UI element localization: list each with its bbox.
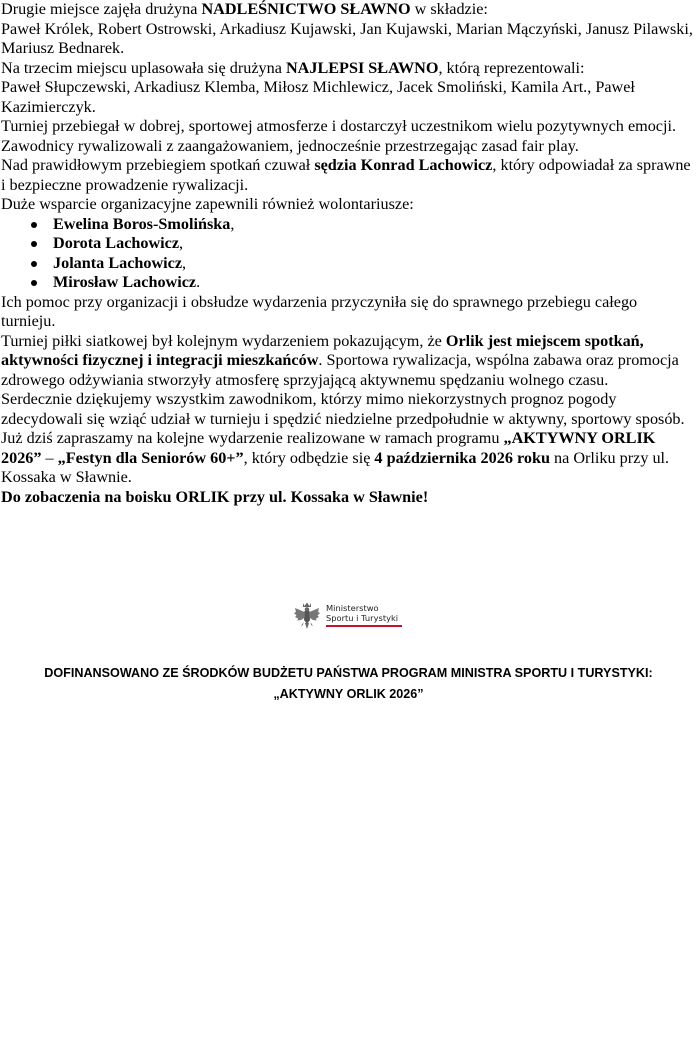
list-item: Dorota Lachowicz,: [53, 234, 693, 254]
polish-eagle-emblem-icon: [292, 600, 322, 632]
article-body: [1, 0, 693, 507]
second-place-members: Paweł Królek, Robert Ostrowski, Arkadiusz Kujawski, Jan Kujawski, Marian Mączyński, Janusz Pilawski, Mariusz Bednarek.: [1, 19, 693, 57]
event-highlight: Orlik jest miejscem spotkań, aktywności fizycznej i integracji mieszkańców: [1, 331, 644, 369]
help-paragraph: Ich pomoc przy organizacji i obsłudze wydarzenia przyczyniła się do sprawnego przebiegu całego turnieju.: [1, 292, 638, 330]
referee-name: sędzia Konrad Lachowicz: [314, 156, 493, 174]
list-item: Jolanta Lachowicz,: [53, 254, 693, 274]
list-item: Mirosław Lachowicz.: [53, 273, 693, 293]
volunteers-intro: Duże wsparcie organizacyjne zapewnili również wolontariusze:: [1, 195, 414, 213]
next-event-date: 4 października 2026 roku: [374, 448, 550, 467]
ministry-name: Ministerstwo Sportu i Turystyki: [326, 603, 399, 623]
referee-paragraph: Nad prawidłowym przebiegiem spotkań czuwał sędzia Konrad Lachowicz, który odpowiadał za sprawne i bezpieczne prowadzenie rywalizacji.: [1, 156, 691, 194]
funding-notice: DOFINANSOWANO ZE ŚRODKÓW BUDŻETU PAŃSTWA PROGRAM MINISTRA SPORTU I TURYSTYKI: „AKTYWNY ORLIK 2026”: [44, 666, 653, 701]
ministry-accent-line: [326, 625, 402, 627]
closing-line: Do zobaczenia na boisku ORLIK przy ul. Kossaka w Sławnie!: [1, 487, 429, 506]
second-place-team: NADLEŚNICTWO SŁAWNO: [201, 0, 411, 18]
ministry-logo: [292, 600, 404, 634]
event-paragraph: Turniej piłki siatkowej był kolejnym wydarzeniem pokazującym, że Orlik jest miejscem spotkań, aktywności fizycznej i integracji mieszkańców. Sportowa rywalizacja, wspólna zabawa oraz promocja zdrowego odżywiania stworzyły atmosferę sprzyjającą aktywnemu spędzaniu wolnego czasu.: [1, 331, 679, 389]
second-place-paragraph: Drugie miejsce zajęła drużyna NADLEŚNICTWO SŁAWNO w składzie:: [1, 0, 488, 18]
next-event-name: „Festyn dla Seniorów 60+”: [57, 448, 244, 467]
third-place-team: NAJLEPSI SŁAWNO: [285, 58, 439, 77]
invitation-paragraph: Już dziś zapraszamy na kolejne wydarzenie realizowane w ramach programu „AKTYWNY ORLIK 2026” – „Festyn dla Seniorów 60+”, który odbędzie się 4 października 2026 roku na Orliku przy ul. Kossaka w Sławnie.: [1, 429, 670, 486]
program-name: „AKTYWNY ORLIK 2026”: [1, 429, 656, 467]
list-item: Ewelina Boros-Smolińska,: [53, 215, 693, 235]
third-place-paragraph: Na trzecim miejscu uplasowała się drużyna NAJLEPSI SŁAWNO, którą reprezentowali:: [1, 58, 585, 77]
third-place-members: Paweł Słupczewski, Arkadiusz Klemba, Miłosz Michlewicz, Jacek Smoliński, Kamila Art., Paweł Kazimierczyk.: [1, 78, 635, 116]
volunteers-list: [1, 215, 693, 293]
atmosphere-paragraph: Turniej przebiegał w dobrej, sportowej atmosferze i dostarczył uczestnikom wielu pozytywnych emocji. Zawodnicy rywalizowali z zaangażowaniem, jednocześnie przestrzegając zasad fair play.: [1, 117, 677, 155]
thanks-paragraph: Serdecznie dziękujemy wszystkim zawodnikom, którzy mimo niekorzystnych prognoz pogody zdecydowali się wziąć udział w turnieju i spędzić niedzielne przedpołudnie w aktywny, sportowy sposób.: [1, 390, 685, 428]
